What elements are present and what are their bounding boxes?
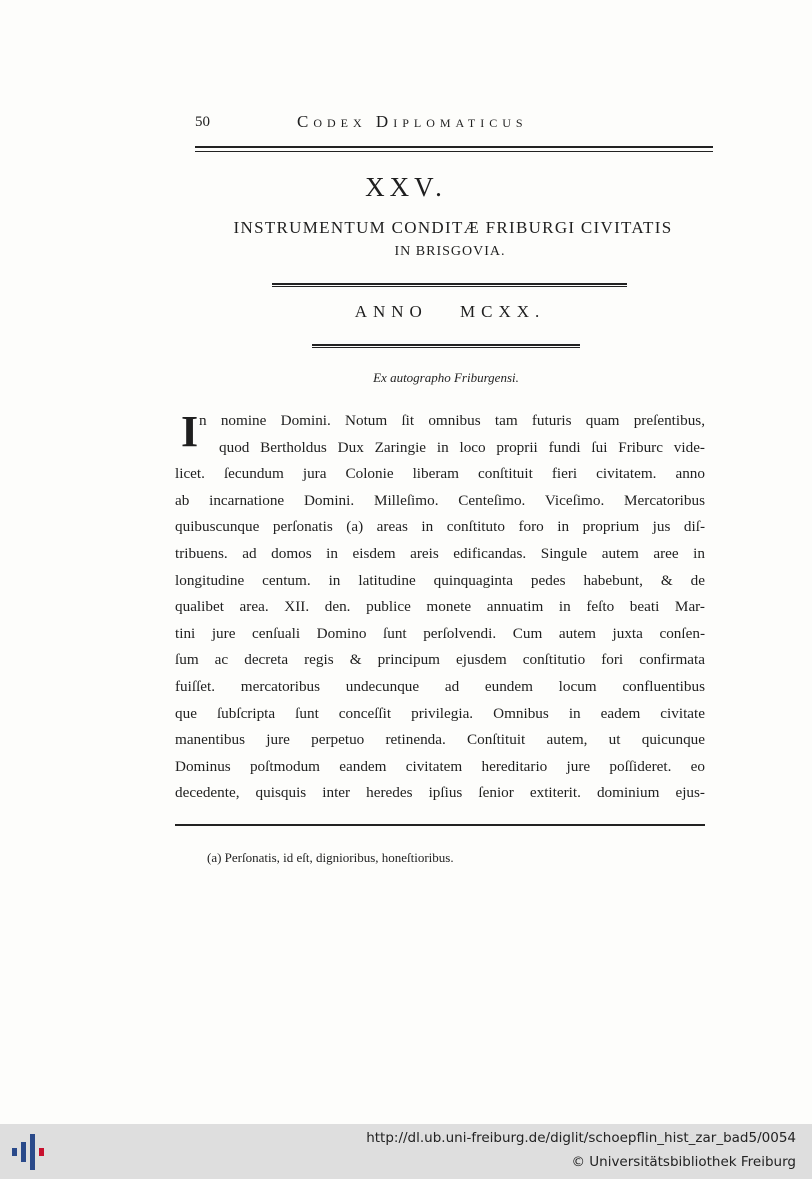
body-line: ab incarnatione Domini. Milleſimo. Centeſimo. Viceſimo. Mercatoribus [175,491,705,509]
running-title: Codex Diplomaticus [297,112,528,131]
body-line: qualibet area. XII. den. publice monete annuatim in feſto beati Mar- [175,598,705,616]
page-number: 50 [195,114,210,130]
anno-line: ANNO MCXX. [354,302,546,321]
body-line: decedente, quisquis inter heredes ipſius ſenior extiterit. dominium ejus- [175,784,705,802]
copyright: © Universitätsbibliothek Freiburg [571,1154,796,1170]
document-subtitle: IN BRISGOVIA. [394,244,506,259]
footnote-rule [175,824,705,826]
running-head [195,112,715,136]
library-logo-icon[interactable] [10,1132,50,1172]
body-line: quibuscunque perſonatis (a) areas in conſtituto foro in proprium jus diſ- [175,518,705,536]
header-rule [195,146,713,152]
title-rule-bottom [312,344,580,346]
footnote: (a) Perſonatis, id eſt, dignioribus, honeſtioribus. [207,850,454,865]
title-rule-top-thin [272,286,627,287]
body-line: Dominus poſtmodum eandem civitatem hereditario jure poſſideret. eo [175,757,705,775]
body-line: ſum ac decreta regis & principum ejusdem conſtitutio fori confirmata [175,651,705,669]
body-line: longitudine centum. in latitudine quinquaginta pedes habebunt, & de [175,571,705,589]
body-line: quod Bertholdus Dux Zaringie in loco proprii fundi ſui Friburc vide- [219,438,705,456]
drop-initial: I [181,407,199,456]
body-line: que ſubſcripta ſunt conceſſit privilegia. Omnibus in eadem civitate [175,704,705,722]
title-rule-bottom-thin [312,347,580,348]
document-title: INSTRUMENTUM CONDITÆ FRIBURGI CIVITATIS [233,218,673,237]
body-line: manentibus jure perpetuo retinenda. Conſtituit autem, ut quicunque [175,731,705,749]
document-body [175,408,705,807]
body-line: licet. ſecundum jura Colonie liberam conſtituit fieri civitatem. anno [175,465,705,483]
body-line: fuiſſet. mercatoribus undecunque ad eundem locum confluentibus [175,677,705,695]
page-url[interactable]: http://dl.ub.uni-freiburg.de/diglit/schoepflin_hist_zar_bad5/0054 [366,1130,796,1146]
body-line: n nomine Domini. Notum ſit omnibus tam futuris quam preſentibus, [199,412,705,429]
document-number: XXV. [365,172,447,202]
title-rule-top [272,283,627,285]
body-line: tribuens. ad domos in eisdem areis edificandas. Singule autem aree in [175,544,705,562]
viewer-footer [0,1124,812,1179]
source-note: Ex autographo Friburgensi. [373,370,519,385]
body-line: tini jure cenſuali Domino ſunt perſolvendi. Cum autem juxta conſen- [175,624,705,642]
